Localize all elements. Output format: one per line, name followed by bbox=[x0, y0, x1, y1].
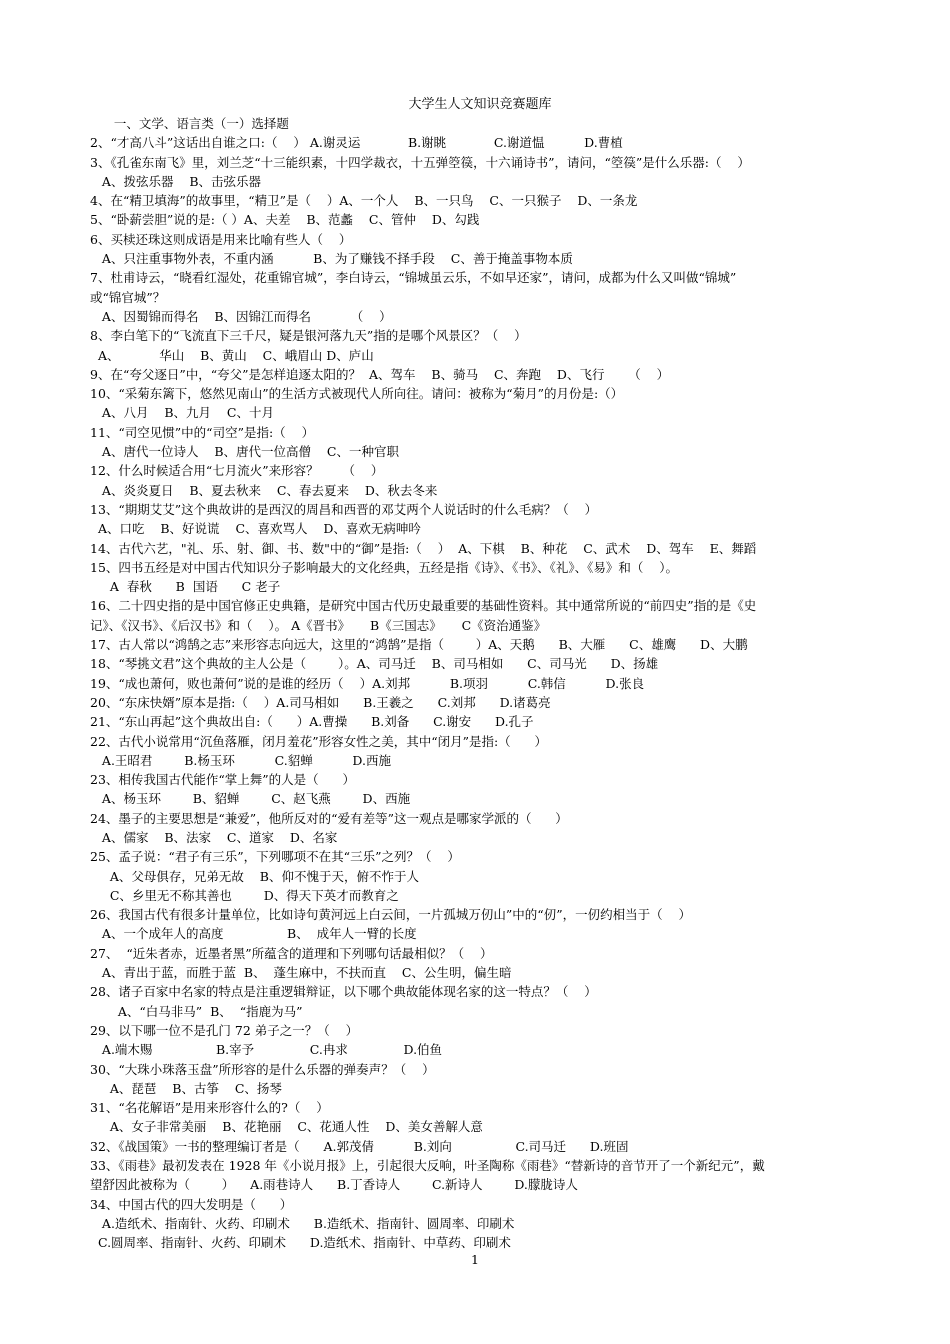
text-line: A 春秋 B 国语 C 老子 bbox=[90, 579, 281, 595]
text-line: 或“锦官城”？ bbox=[90, 289, 166, 305]
text-line: 34、中国古代的四大发明是（ ） bbox=[90, 1196, 293, 1212]
text-line: A、父母俱存，兄弟无故 B、仰不愧于天，俯不怍于人 bbox=[90, 868, 419, 884]
text-line: 27、 “近朱者赤，近墨者黑”所蕴含的道理和下列哪句话最相似？（ ） bbox=[90, 945, 493, 961]
text-line: A、 华山 B、黄山 C、峨眉山 D、庐山 bbox=[90, 347, 374, 363]
text-line: 15、四书五经是对中国古代知识分子影响最大的文化经典，五经是指《诗》、《书》、《礼》、《易》和（ ）。 bbox=[90, 559, 679, 575]
text-line: 14、古代六艺，"礼、乐、射、御、书、数"中的“御”是指:（ ） A、下棋 B、种花 C、武术 D、驾车 E、舞蹈 bbox=[90, 540, 757, 556]
text-line: 10、“采菊东篱下，悠然见南山”的生活方式被现代人所向往。请问：被称为“菊月”的月份是:（） bbox=[90, 386, 624, 402]
text-line: 望舒因此被称为（ ） A.雨巷诗人 B.丁香诗人 C.新诗人 D.朦胧诗人 bbox=[90, 1177, 578, 1193]
text-line: 5、“卧薪尝胆”说的是:（ ）A、夫差 B、范蠡 C、管仲 D、勾践 bbox=[90, 212, 480, 228]
document-page bbox=[90, 96, 870, 1253]
text-line: A.王昭君 B.杨玉环 C.貂蝉 D.西施 bbox=[90, 752, 391, 768]
text-line: A、杨玉环 B、貂蝉 C、赵飞燕 D、西施 bbox=[90, 791, 411, 807]
text-line: 24、墨子的主要思想是“兼爱”，他所反对的“爱有差等”这一观点是哪家学派的（ ） bbox=[90, 810, 568, 826]
text-line: 4、在“精卫填海”的故事里，“精卫”是（ ）A、一个人 B、一只鸟 C、一只猴子 D、一条龙 bbox=[90, 193, 638, 209]
text-line: 33、《雨巷》最初发表在 1928 年《小说月报》上，引起很大反响，叶圣陶称《雨巷》“替新诗的音节开了一个新纪元”，戴 bbox=[90, 1158, 765, 1174]
text-line: A、女子非常美丽 B、花艳丽 C、花通人性 D、美女善解人意 bbox=[90, 1119, 483, 1135]
text-line: 一、文学、语言类（一）选择题 bbox=[90, 116, 289, 131]
text-line: 记》、《汉书》、《后汉书》和（ ）。 A《晋书》 B《三国志》 C《资治通鉴》 bbox=[90, 617, 547, 633]
text-line: A、一个成年人的高度 B、 成年人一臂的长度 bbox=[90, 926, 417, 942]
text-line: 12、什么时候适合用“七月流火”来形容？ （ ） bbox=[90, 463, 384, 479]
text-line: A.端木赐 B.宰予 C.冉求 D.伯鱼 bbox=[90, 1042, 443, 1058]
text-line: A、八月 B、九月 C、十月 bbox=[90, 405, 274, 421]
text-line: 28、诸子百家中名家的特点是注重逻辑辩证，以下哪个典故能体现名家的这一特点？（ ） bbox=[90, 984, 597, 1000]
text-line: 22、古代小说常用“沉鱼落雁，闭月羞花”形容女性之美，其中“闭月”是指:（ ） bbox=[90, 733, 548, 749]
text-line: A、青出于蓝，而胜于蓝 B、 蓬生麻中，不扶而直 C、公生明，偏生暗 bbox=[90, 965, 512, 981]
text-line: 3、《孔雀东南飞》里，刘兰芝“十三能织素，十四学裁衣，十五弹箜篌，十六诵诗书”，请问，“箜篌”是什么乐器:（ ） bbox=[90, 154, 750, 170]
text-line: 8、李白笔下的“飞流直下三千尺，疑是银河落九天”指的是哪个风景区？（ ） bbox=[90, 328, 527, 344]
text-line: 21、“东山再起”这个典故出自:（ ）A.曹操 B.刘备 C.谢安 D.孔子 bbox=[90, 714, 534, 730]
text-line: 20、“东床快婿”原本是指:（ ）A.司马相如 B.王羲之 C.刘邦 D.诸葛亮 bbox=[90, 694, 551, 710]
text-line: C.圆周率、指南针、火药、印刷术 D.造纸术、指南针、中草药、印刷术 bbox=[90, 1235, 511, 1251]
text-line: 16、二十四史指的是中国官修正史典籍，是研究中国古代历史最重要的基础性资料。其中通常所说的“前四史”指的是《史 bbox=[90, 598, 757, 614]
text-line: 23、相传我国古代能作“掌上舞”的人是（ ） bbox=[90, 772, 356, 788]
text-line: 7、杜甫诗云，“晓看红湿处，花重锦官城”，李白诗云，“锦城虽云乐，不如早还家”，请问，成都为什么又叫做“锦城” bbox=[90, 270, 737, 286]
text-line: A、炎炎夏日 B、夏去秋来 C、春去夏来 D、秋去冬来 bbox=[90, 482, 438, 498]
text-line: 17、古人常以“鸿鹄之志”来形容志向远大，这里的“鸿鹄”是指（ ）A、天鹅 B、大雁 C、雄鹰 D、大鹏 bbox=[90, 637, 748, 653]
text-line: A、拨弦乐器 B、击弦乐器 bbox=[90, 173, 262, 189]
document-title: 大学生人文知识竞赛题库 bbox=[408, 97, 552, 112]
text-line: 25、孟子说：“君子有三乐”，下列哪项不在其“三乐”之列？（ ） bbox=[90, 849, 460, 865]
text-line: 9、在“夸父逐日”中，“夸父”是怎样追逐太阳的？ A、驾车 B、骑马 C、奔跑 D、飞行 （ ） bbox=[90, 366, 670, 382]
text-line: A、只注重事物外表，不重内涵 B、为了赚钱不择手段 C、善于掩盖事物本质 bbox=[90, 251, 573, 267]
question-list bbox=[90, 114, 870, 1253]
text-line: A、琵琶 B、古筝 C、扬琴 bbox=[90, 1080, 282, 1096]
text-line: 31、“名花解语”是用来形容什么的?（ ） bbox=[90, 1100, 329, 1116]
text-line: 29、以下哪一位不是孔门 72 弟子之一？（ ） bbox=[90, 1022, 359, 1038]
text-line: 2、“才高八斗”这话出自谁之口:（ ） A.谢灵运 B.谢眺 C.谢道愠 D.曹植 bbox=[90, 135, 623, 151]
text-line: 18、“琴挑文君”这个典故的主人公是（ ）。A、司马迁 B、司马相如 C、司马光 D、扬雄 bbox=[90, 656, 659, 672]
text-line: C、乡里无不称其善也 D、得天下英才而教育之 bbox=[90, 887, 399, 903]
page-number: 1 bbox=[471, 1252, 479, 1267]
text-line: A、唐代一位诗人 B、唐代一位高僧 C、一种官职 bbox=[90, 444, 399, 460]
text-line: 32、《战国策》一书的整理编订者是（ A.郭茂倩 B.刘向 C.司马迁 D.班固 bbox=[90, 1138, 629, 1154]
text-line: 13、“期期艾艾”这个典故讲的是西汉的周昌和西晋的邓艾两个人说话时的什么毛病？（ ） bbox=[90, 501, 598, 517]
text-line: 26、我国古代有很多计量单位，比如诗句黄河远上白云间，一片孤城万仞山”中的“仞”，一仞约相当于（ ） bbox=[90, 907, 691, 923]
text-line: 11、“司空见惯”中的“司空”是指:（ ） bbox=[90, 424, 315, 440]
text-line: A、“白马非马” B、 “指鹿为马” bbox=[90, 1003, 303, 1019]
text-line: 30、“大珠小珠落玉盘”所形容的是什么乐器的弹奏声？（ ） bbox=[90, 1061, 435, 1077]
text-line: 19、“成也萧何，败也萧何”说的是谁的经历（ ）A.刘邦 B.项羽 C.韩信 D.张良 bbox=[90, 675, 645, 691]
text-line: A.造纸术、指南针、火药、印刷术 B.造纸术、指南针、圆周率、印刷术 bbox=[90, 1215, 515, 1231]
text-line: 6、买椟还珠这则成语是用来比喻有些人（ ） bbox=[90, 231, 352, 247]
text-line: A、因蜀锦而得名 B、因锦江而得名 （ ） bbox=[90, 308, 392, 324]
text-line: A、儒家 B、法家 C、道家 D、名家 bbox=[90, 829, 338, 845]
text-line: A、口吃 B、好说谎 C、喜欢骂人 D、喜欢无病呻吟 bbox=[90, 521, 421, 537]
